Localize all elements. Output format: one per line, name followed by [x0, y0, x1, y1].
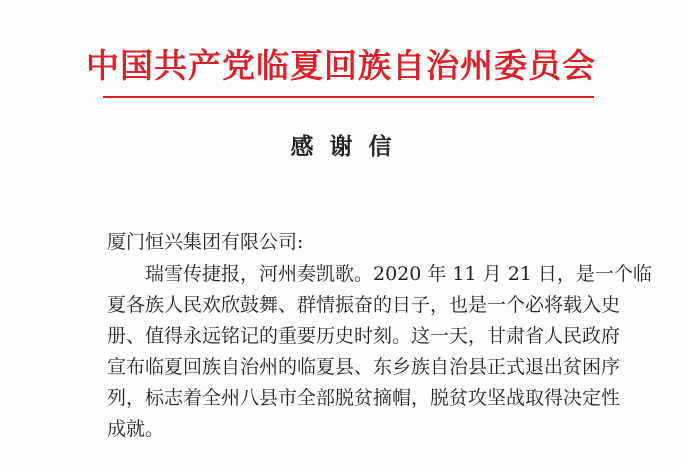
letter-salutation: 厦门恒兴集团有限公司:	[107, 231, 304, 253]
body-line-3: 册、值得永远铭记的重要历史时刻。这一天，甘肃省人民政府	[107, 325, 621, 347]
body-line-2: 夏各族人民欢欣鼓舞、群情振奋的日子，也是一个必将载入史	[107, 294, 621, 316]
letter-title: 感谢信	[290, 133, 408, 160]
letterhead-organization: 中国共产党临夏回族自治州委员会	[86, 46, 596, 85]
letterhead-red-rule	[103, 96, 594, 98]
body-line-4: 宣布临夏回族自治州的临夏县、东乡族自治县正式退出贫困序	[107, 356, 621, 378]
body-line-1: 瑞雪传捷报，河州奏凯歌。2020 年 11 月 21 日，是一个临	[145, 263, 652, 285]
body-line-5: 列，标志着全州八县市全部脱贫摘帽，脱贫攻坚战取得决定性	[107, 387, 621, 409]
body-line-6: 成就。	[107, 418, 165, 440]
